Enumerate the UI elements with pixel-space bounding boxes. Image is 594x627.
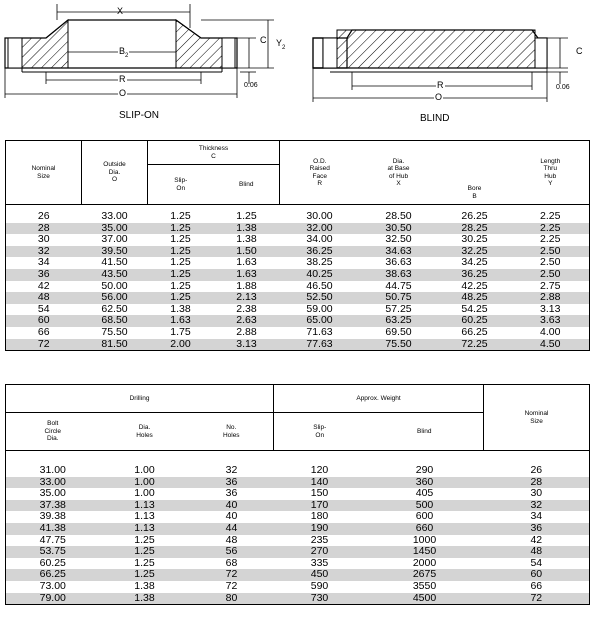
cell-weight-slip-on: 235 (310, 533, 329, 546)
cell-thickness-blind: 2.63 (214, 315, 280, 327)
cell-nominal-size: 60 (484, 569, 590, 581)
cell-bore: 60.25 (438, 315, 512, 327)
cell-dia-holes: 1.00 (134, 487, 155, 500)
cell-bore: 34.25 (461, 256, 488, 269)
cell-nominal-size: 54 (530, 556, 543, 569)
cell-nominal-size: 36 (6, 269, 82, 281)
cell-nominal-size: 54 (37, 302, 50, 315)
table-row (6, 246, 590, 258)
cell-nominal-size: 72 (484, 593, 590, 605)
cell-no-holes: 44 (190, 523, 274, 535)
cell-dia-base-hub: 57.25 (385, 302, 412, 315)
cell-no-holes: 36 (190, 477, 274, 489)
cell-thickness-blind: 1.25 (236, 210, 257, 222)
dim-label-006-slip-on: 0.06 (244, 82, 258, 89)
cell-nominal-size: 42 (37, 279, 50, 292)
blind-caption: BLIND (420, 113, 450, 124)
cell-weight-blind: 600 (415, 510, 434, 523)
cell-bore: 30.25 (461, 233, 488, 246)
table-row (6, 523, 590, 535)
cell-length-thru-hub: 2.25 (540, 210, 561, 222)
cell-dia-holes: 1.38 (100, 593, 190, 605)
cell-weight-slip-on: 730 (274, 593, 366, 605)
table-row (6, 558, 590, 570)
cell-dia-holes: 1.00 (100, 477, 190, 489)
cell-weight-blind: 3550 (412, 579, 437, 592)
cell-weight-slip-on: 150 (310, 487, 329, 500)
cell-dia-holes: 1.25 (134, 556, 155, 569)
cell-outside-dia: 81.50 (82, 339, 148, 351)
cell-thickness-blind: 1.88 (236, 279, 257, 292)
header-nominal-size-2: Nominal Size (484, 385, 590, 451)
cell-outside-dia: 75.50 (101, 325, 128, 338)
cell-bore: 26.25 (461, 210, 488, 222)
table-row (6, 327, 590, 339)
table-row (6, 535, 590, 547)
cell-thickness-slip-on: 1.25 (148, 246, 214, 258)
cell-od-raised-face: 36.25 (280, 246, 360, 258)
cell-thickness-slip-on: 2.00 (148, 339, 214, 351)
cell-thickness-blind: 2.13 (214, 292, 280, 304)
cell-bolt-circle: 37.38 (6, 500, 100, 512)
drilling-weight-table-body (6, 465, 590, 605)
cell-bolt-circle: 47.75 (39, 533, 66, 546)
table-row (6, 304, 590, 316)
cell-thickness-blind: 1.38 (236, 233, 257, 246)
dimensions-table-body (6, 211, 590, 351)
cell-thickness-slip-on: 1.25 (170, 256, 191, 269)
cell-nominal-size: 42 (530, 533, 543, 546)
cell-thickness-slip-on: 1.25 (148, 292, 214, 304)
cell-weight-blind: 2675 (366, 569, 484, 581)
cell-thickness-blind: 2.88 (236, 325, 257, 338)
table-row (6, 223, 590, 235)
table-row (6, 569, 590, 581)
cell-nominal-size: 28 (484, 477, 590, 489)
cell-weight-slip-on: 140 (274, 477, 366, 489)
cell-outside-dia: 50.00 (101, 279, 128, 292)
header-dia-holes: Dia. Holes (100, 413, 190, 451)
cell-thickness-slip-on: 1.25 (148, 269, 214, 281)
cell-weight-blind: 360 (366, 477, 484, 489)
cell-nominal-size: 30 (37, 233, 50, 246)
slip-on-flange-drawing (5, 4, 274, 98)
cell-weight-blind: 660 (366, 523, 484, 535)
cell-outside-dia: 35.00 (82, 223, 148, 235)
cell-length-thru-hub: 2.25 (540, 233, 561, 246)
cell-no-holes: 48 (225, 533, 238, 546)
cell-dia-base-hub: 30.50 (360, 223, 438, 235)
cell-bolt-circle: 39.38 (39, 510, 66, 523)
cell-dia-holes: 1.25 (100, 546, 190, 558)
flange-drawings (0, 0, 594, 132)
dim-label-r-slip-on: R (119, 74, 126, 84)
cell-dia-base-hub: 75.50 (360, 339, 438, 351)
cell-nominal-size: 48 (484, 546, 590, 558)
cell-nominal-size: 32 (6, 246, 82, 258)
cell-bore: 36.25 (438, 269, 512, 281)
cell-od-raised-face: 46.50 (306, 279, 333, 292)
cell-thickness-slip-on: 1.63 (148, 315, 214, 327)
table-row (6, 465, 590, 477)
cell-dia-base-hub: 50.75 (360, 292, 438, 304)
slip-on-caption: SLIP-ON (119, 110, 160, 121)
header-bolt-circle: Bolt Circle Dia. (6, 413, 100, 451)
header-weight-blind: Blind (366, 413, 484, 451)
cell-weight-slip-on: 590 (310, 579, 329, 592)
header-length-thru-hub: Length Thru Hub Y (512, 141, 590, 205)
table-row (6, 257, 590, 269)
cell-dia-base-hub: 63.25 (360, 315, 438, 327)
table-row (6, 581, 590, 593)
cell-outside-dia: 56.00 (82, 292, 148, 304)
cell-dia-base-hub: 44.75 (385, 279, 412, 292)
cell-length-thru-hub: 2.50 (512, 246, 590, 258)
table-row (6, 488, 590, 500)
cell-weight-slip-on: 120 (310, 464, 329, 476)
cell-dia-base-hub: 32.50 (385, 233, 412, 246)
cell-nominal-size: 28 (6, 223, 82, 235)
cell-nominal-size: 34 (530, 510, 543, 523)
cell-bore: 48.25 (438, 292, 512, 304)
cell-thickness-slip-on: 1.25 (170, 233, 191, 246)
table-row (6, 339, 590, 351)
cell-thickness-blind: 1.63 (236, 256, 257, 269)
cell-weight-blind: 405 (415, 487, 434, 500)
cell-weight-slip-on: 180 (310, 510, 329, 523)
header-bore: Bore B (438, 141, 512, 205)
cell-weight-blind: 500 (366, 500, 484, 512)
cell-weight-slip-on: 190 (274, 523, 366, 535)
cell-nominal-size: 72 (6, 339, 82, 351)
cell-weight-slip-on: 450 (274, 569, 366, 581)
header-nominal-size: Nominal Size (6, 141, 82, 205)
header-thickness-blind: Blind (214, 165, 280, 205)
table-row (6, 511, 590, 523)
cell-thickness-slip-on: 1.75 (170, 325, 191, 338)
cell-outside-dia: 37.00 (101, 233, 128, 246)
cell-outside-dia: 68.50 (82, 315, 148, 327)
cell-dia-base-hub: 28.50 (385, 210, 412, 222)
cell-od-raised-face: 30.00 (306, 210, 333, 222)
cell-dia-holes: 1.38 (134, 579, 155, 592)
cell-dia-holes: 1.25 (100, 569, 190, 581)
cell-thickness-blind: 1.50 (214, 246, 280, 258)
cell-nominal-size: 30 (530, 487, 543, 500)
cell-length-thru-hub: 2.50 (512, 269, 590, 281)
table-row (6, 281, 590, 293)
dim-label-y2: $Y_2$ (276, 38, 286, 51)
cell-dia-holes: 1.13 (100, 523, 190, 535)
cell-od-raised-face: 77.63 (280, 339, 360, 351)
cell-weight-slip-on: 335 (310, 556, 329, 569)
cell-bolt-circle: 53.75 (6, 546, 100, 558)
cell-bore: 72.25 (438, 339, 512, 351)
dim-label-o-slip-on: O (119, 88, 127, 98)
cell-nominal-size: 66 (37, 325, 50, 338)
cell-length-thru-hub: 2.50 (540, 256, 561, 269)
drilling-weight-table (5, 384, 590, 605)
cell-bolt-circle: 35.00 (39, 487, 66, 500)
cell-dia-base-hub: 38.63 (360, 269, 438, 281)
table-row (6, 269, 590, 281)
cell-od-raised-face: 38.25 (306, 256, 333, 269)
cell-weight-blind: 1450 (366, 546, 484, 558)
cell-bolt-circle: 33.00 (6, 477, 100, 489)
cell-dia-base-hub: 36.63 (385, 256, 412, 269)
cell-thickness-slip-on: 1.25 (170, 279, 191, 292)
table-row (6, 315, 590, 327)
header-approx-weight: Approx. Weight (274, 385, 484, 413)
cell-bolt-circle: 41.38 (6, 523, 100, 535)
cell-length-thru-hub: 2.88 (512, 292, 590, 304)
cell-nominal-size: 34 (37, 256, 50, 269)
dim-label-o-blind: O (435, 92, 443, 102)
cell-od-raised-face: 34.00 (306, 233, 333, 246)
dim-label-c-blind: C (576, 46, 583, 56)
cell-outside-dia: 41.50 (101, 256, 128, 269)
dim-label-b2: $B_2$ (119, 46, 129, 59)
cell-nominal-size: 66 (530, 579, 543, 592)
cell-no-holes: 32 (225, 464, 238, 476)
table-row (6, 477, 590, 489)
header-drilling: Drilling (6, 385, 274, 413)
cell-od-raised-face: 71.63 (306, 325, 333, 338)
cell-thickness-blind: 3.13 (214, 339, 280, 351)
cell-od-raised-face: 40.25 (280, 269, 360, 281)
cell-weight-blind: 290 (415, 464, 434, 476)
cell-dia-base-hub: 69.50 (385, 325, 412, 338)
cell-no-holes: 40 (190, 500, 274, 512)
cell-od-raised-face: 52.50 (280, 292, 360, 304)
cell-nominal-size: 36 (484, 523, 590, 535)
cell-bore: 28.25 (438, 223, 512, 235)
cell-bolt-circle: 79.00 (6, 593, 100, 605)
cell-length-thru-hub: 2.75 (540, 279, 561, 292)
cell-thickness-slip-on: 1.38 (170, 302, 191, 315)
header-outside-dia: Outside Dia. O (82, 141, 148, 205)
dim-label-r-blind: R (437, 80, 444, 90)
cell-od-raised-face: 59.00 (306, 302, 333, 315)
cell-bolt-circle: 60.25 (39, 556, 66, 569)
cell-outside-dia: 62.50 (101, 302, 128, 315)
cell-outside-dia: 43.50 (82, 269, 148, 281)
cell-dia-holes: 1.25 (134, 533, 155, 546)
dim-label-c-slip-on: C (260, 35, 267, 45)
cell-bore: 32.25 (438, 246, 512, 258)
cell-weight-slip-on: 270 (274, 546, 366, 558)
cell-length-thru-hub: 2.25 (512, 223, 590, 235)
table-row (6, 546, 590, 558)
cell-no-holes: 80 (190, 593, 274, 605)
cell-nominal-size: 48 (6, 292, 82, 304)
dim-label-x: X (117, 6, 124, 16)
cell-od-raised-face: 32.00 (280, 223, 360, 235)
cell-no-holes: 72 (225, 579, 238, 592)
cell-nominal-size: 26 (37, 210, 50, 222)
cell-thickness-slip-on: 1.25 (170, 210, 191, 222)
cell-nominal-size: 32 (484, 500, 590, 512)
cell-nominal-size: 26 (530, 464, 543, 476)
cell-dia-holes: 1.00 (134, 464, 155, 476)
table-row (6, 234, 590, 246)
cell-od-raised-face: 65.00 (280, 315, 360, 327)
cell-thickness-blind: 1.38 (214, 223, 280, 235)
cell-weight-blind: 4500 (366, 593, 484, 605)
header-thickness-slip-on: Slip- On (148, 165, 214, 205)
cell-bolt-circle: 31.00 (39, 464, 66, 476)
cell-no-holes: 56 (190, 546, 274, 558)
cell-nominal-size: 60 (6, 315, 82, 327)
header-weight-slip-on: Slip- On (274, 413, 366, 451)
cell-length-thru-hub: 4.50 (512, 339, 590, 351)
dimensions-table (5, 140, 590, 351)
header-no-holes: No. Holes (190, 413, 274, 451)
cell-no-holes: 36 (225, 487, 238, 500)
cell-no-holes: 68 (225, 556, 238, 569)
table-row (6, 292, 590, 304)
cell-bolt-circle: 66.25 (6, 569, 100, 581)
cell-length-thru-hub: 3.13 (540, 302, 561, 315)
cell-outside-dia: 33.00 (101, 210, 128, 222)
cell-thickness-blind: 1.63 (214, 269, 280, 281)
table-row (6, 500, 590, 512)
cell-outside-dia: 39.50 (82, 246, 148, 258)
cell-dia-holes: 1.13 (134, 510, 155, 523)
header-od-raised-face: O.D. Raised Face R (280, 141, 360, 205)
cell-thickness-blind: 2.38 (236, 302, 257, 315)
header-dia-base-hub: Dia. at Base of Hub X (360, 141, 438, 205)
table-row (6, 593, 590, 605)
table-row (6, 211, 590, 223)
cell-bore: 54.25 (461, 302, 488, 315)
cell-dia-base-hub: 34.63 (360, 246, 438, 258)
header-thickness: Thickness C (148, 141, 280, 165)
cell-no-holes: 40 (225, 510, 238, 523)
cell-bore: 42.25 (461, 279, 488, 292)
cell-bolt-circle: 73.00 (39, 579, 66, 592)
cell-weight-blind: 1000 (412, 533, 437, 546)
cell-dia-holes: 1.13 (100, 500, 190, 512)
cell-length-thru-hub: 3.63 (512, 315, 590, 327)
cell-bore: 66.25 (461, 325, 488, 338)
dim-label-006-blind: 0.06 (556, 84, 570, 91)
cell-weight-blind: 2000 (412, 556, 437, 569)
cell-weight-slip-on: 170 (274, 500, 366, 512)
cell-length-thru-hub: 4.00 (540, 325, 561, 338)
cell-thickness-slip-on: 1.25 (148, 223, 214, 235)
cell-no-holes: 72 (190, 569, 274, 581)
